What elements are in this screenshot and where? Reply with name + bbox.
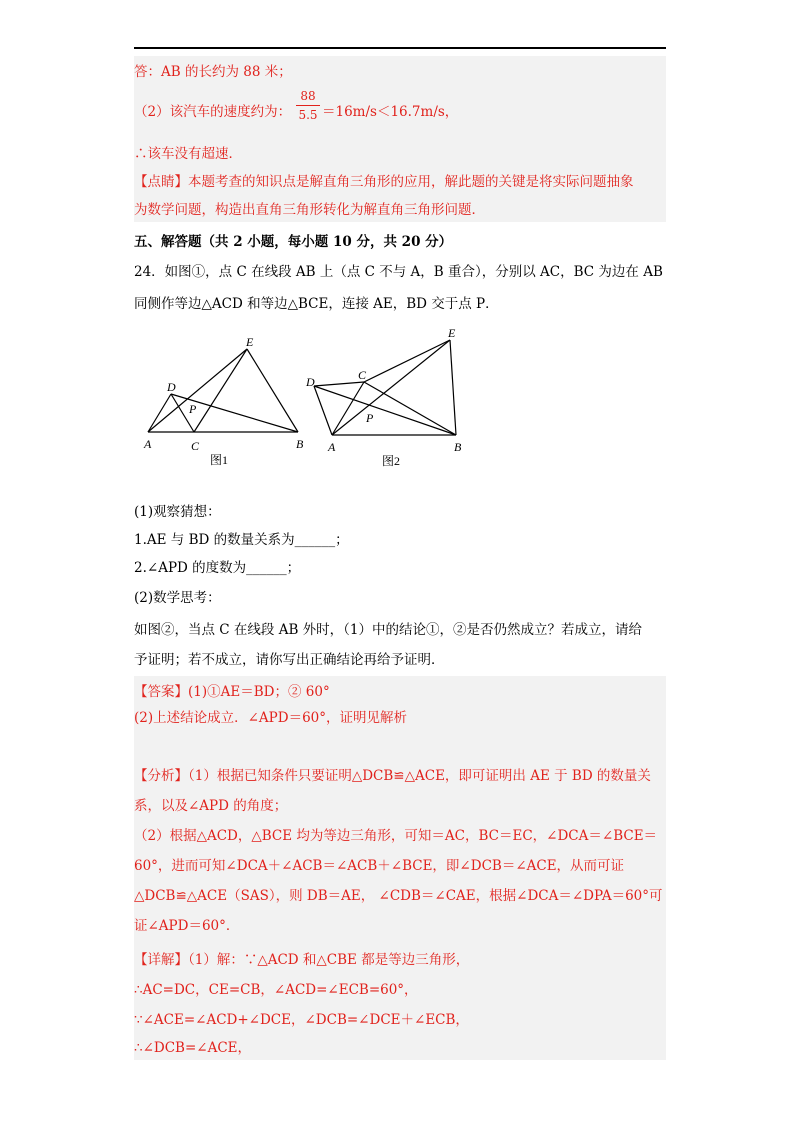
- analysis-line3: （2）根据△ACD，△BCE 均为等边三角形，可知＝AC，BC＝EC，∠DCA＝∠BCE＝: [134, 828, 658, 844]
- detail-line3: ∵∠ACE=∠ACD+∠DCE，∠DCB=∠DCE＋∠ECB，: [134, 1012, 469, 1028]
- fig2-label-e: E: [448, 326, 456, 340]
- prev-comment-line2: 为数学问题，构造出直角三角形转化为解直角三角形问题．: [134, 202, 485, 218]
- fig1-label-b: B: [296, 437, 304, 451]
- figure-2: [314, 340, 456, 435]
- prev-answer-line2-suffix: ＝16m/s＜16.7m/s，: [322, 104, 459, 120]
- page-top-rule: [134, 47, 666, 49]
- prev-comment-line1: 【点睛】本题考查的知识点是解直角三角形的应用，解此题的关键是将实际问题抽象: [134, 174, 634, 190]
- part2-line1: 如图②，当点 C 在线段 AB 外时，（1）中的结论①，②是否仍然成立？若成立，请给: [134, 622, 643, 638]
- fraction-denominator: 5.5: [298, 108, 318, 122]
- part1-question2: 2.∠APD 的度数为______；: [134, 560, 301, 576]
- fig1-label-p: P: [189, 402, 197, 416]
- prev-answer-line1: 答：AB 的长约为 88 米；: [134, 64, 292, 80]
- analysis-line2: 系，以及∠APD 的角度；: [134, 798, 288, 814]
- fig1-label-a: A: [144, 437, 152, 451]
- part1-heading: (1)观察猜想：: [134, 504, 221, 520]
- fig2-label-a: A: [328, 440, 336, 454]
- fraction-numerator: 88: [300, 89, 316, 103]
- analysis-line4: 60°，进而可知∠DCA＋∠ACB＝∠ACB＋∠BCE，即∠DCB＝∠ACE，从而可证: [134, 858, 625, 874]
- detail-line1: 【详解】（1）解：∵△ACD 和△CBE 都是等边三角形，: [134, 952, 470, 968]
- detail-line2: ∴AC=DC，CE=CB，∠ACD=∠ECB=60°，: [134, 982, 418, 998]
- fig2-caption: 图2: [382, 454, 401, 468]
- analysis-line6: 证∠APD＝60°．: [134, 918, 240, 934]
- question-line1: 24．如图①，点 C 在线段 AB 上（点 C 不与 A，B 重合），分别以 AC，BC 为边在 AB: [134, 264, 663, 280]
- fig2-label-b: B: [454, 440, 462, 454]
- fig1-caption: 图1: [210, 453, 229, 467]
- fig2-label-p: P: [366, 411, 374, 425]
- fig1-label-c: C: [191, 439, 200, 453]
- fraction-bar: [296, 105, 320, 106]
- fig2-label-d: D: [306, 375, 315, 389]
- analysis-line1: 【分析】（1）根据已知条件只要证明△DCB≌△ACE，即可证明出 AE 于 BD 的数量关: [134, 768, 651, 784]
- fig1-label-d: D: [167, 380, 176, 394]
- analysis-line5: △DCB≌△ACE（SAS），则 DB＝AE， ∠CDB＝∠CAE，根据∠DCA＝∠DPA＝60°可: [134, 888, 663, 904]
- answer-line1: 【答案】(1)①AE＝BD；② 60°: [134, 684, 330, 700]
- prev-answer-line3: ∴该车没有超速．: [134, 146, 242, 162]
- geometry-figures: [134, 324, 474, 474]
- prev-answer-line2-prefix: （2）该汽车的速度约为：: [134, 104, 292, 120]
- section-title: 五、解答题（共 2 小题，每小题 10 分，共 20 分）: [134, 234, 453, 250]
- answer-line2: (2)上述结论成立．∠APD＝60°，证明见解析: [134, 710, 408, 726]
- detail-line4: ∴∠DCB=∠ACE，: [134, 1040, 252, 1056]
- fig2-label-c: C: [358, 368, 367, 382]
- fig1-label-e: E: [246, 335, 254, 349]
- part2-line2: 予证明；若不成立，请你写出正确结论再给予证明．: [134, 652, 445, 668]
- part2-heading: (2)数学思考：: [134, 590, 221, 606]
- question-line2: 同侧作等边△ACD 和等边△BCE，连接 AE，BD 交于点 P．: [134, 296, 499, 312]
- part1-question1: 1.AE 与 BD 的数量关系为______；: [134, 532, 349, 548]
